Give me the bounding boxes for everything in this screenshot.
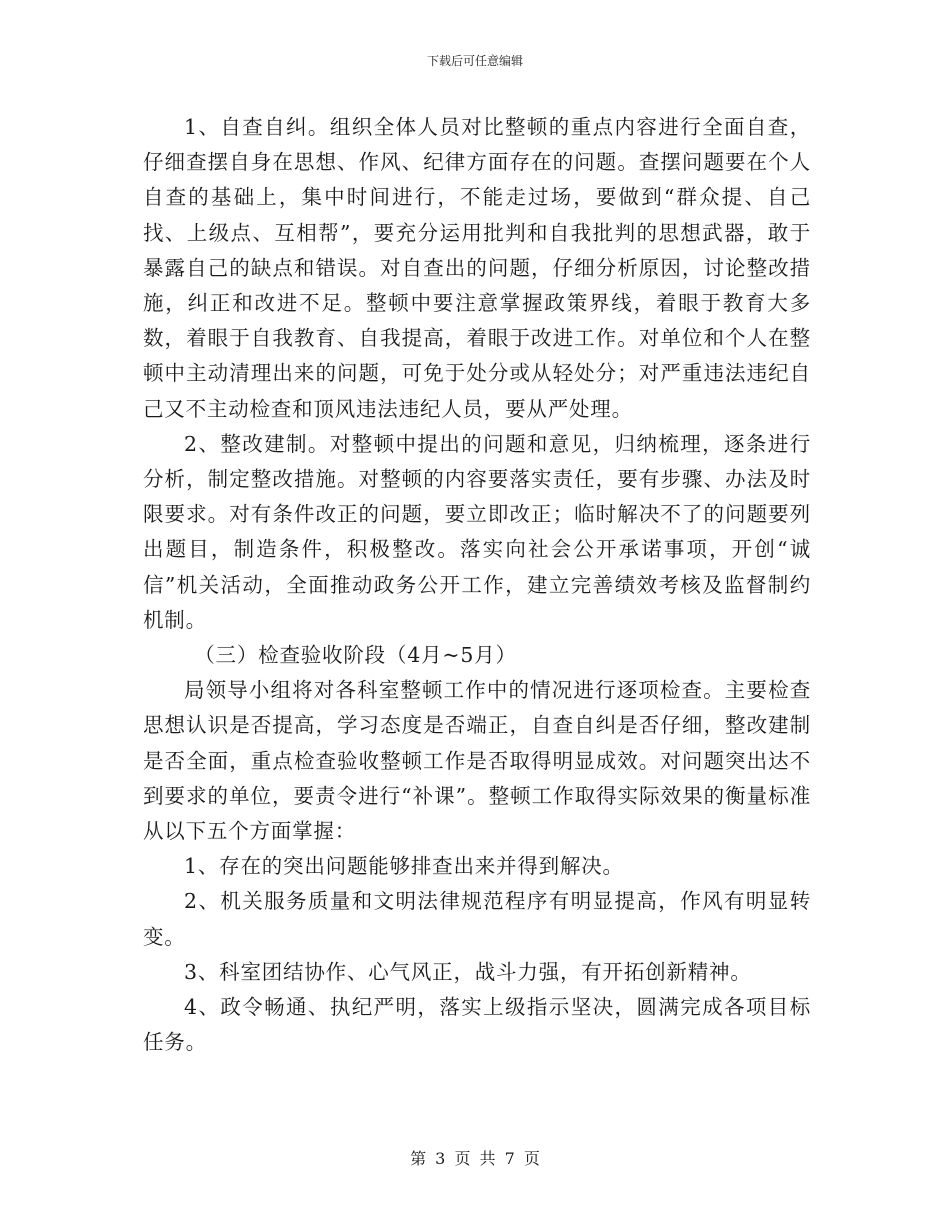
section-heading-inspection-stage: （三）检查验收阶段（4月~5月） <box>194 643 517 668</box>
paragraph-inspection-overview: 局领导小组将对各科室整顿工作中的情况进行逐项检查。主要检查思想认识是否提高，学习态度是否端正，自查自纠是否仔细，整改建制是否全面，重点检查验收整顿工作是否取得明显成效。对问题突出达不到要求的单位，要责令进行“补课”。整顿工作取得实际效果的衡量标准从以下五个方面掌握： <box>143 678 811 844</box>
paragraph-standard-4: 4、政令畅通、执纪严明，落实上级指示坚决，圆满完成各项目标任务。 <box>143 995 811 1055</box>
page-header: 下载后可任意编辑 <box>426 54 523 68</box>
paragraph-standard-2: 2、机关服务质量和文明法律规范程序有明显提高，作风有明显转变。 <box>143 889 811 949</box>
document-body <box>143 110 811 1060</box>
paragraph-standard-3: 3、科室团结协作、心气风正，战斗力强，有开拓创新精神。 <box>184 959 752 984</box>
paragraph-self-inspection: 1、自查自纠。组织全体人员对比整顿的重点内容进行全面自查，仔细查摆自身在思想、作风、纪律方面存在的问题。查摆问题要在个人自查的基础上，集中时间进行，不能走过场，要做到“群众提、自己找、上级点、互相帮”，要充分运用批判和自我批判的思想武器，敢于暴露自己的缺点和错误。对自查出的问题，仔细分析原因，讨论整改措施，纠正和改进不足。整顿中要注意掌握政策界线，着眼于教育大多数，着眼于自我教育、自我提高，着眼于改进工作。对单位和个人在整顿中主动清理出来的问题，可免于处分或从轻处分；对严重违法违纪自己又不主动检查和顶风违法违纪人员，要从严处理。 <box>143 115 811 421</box>
paragraph-standard-1: 1、存在的突出问题能够排查出来并得到解决。 <box>184 854 624 879</box>
paragraph-rectification: 2、整改建制。对整顿中提出的问题和意见，归纳梳理，逐条进行分析，制定整改措施。对整顿的内容要落实责任，要有步骤、办法及时限要求。对有条件改正的问题，要立即改正；临时解决不了的问题要列出题目，制造条件，积极整改。落实向社会公开承诺事项，开创“诚信”机关活动，全面推动政务公开工作，建立完善绩效考核及监督制约机制。 <box>143 431 811 632</box>
page-number-footer: 第 3 页 共 7 页 <box>410 1149 540 1168</box>
